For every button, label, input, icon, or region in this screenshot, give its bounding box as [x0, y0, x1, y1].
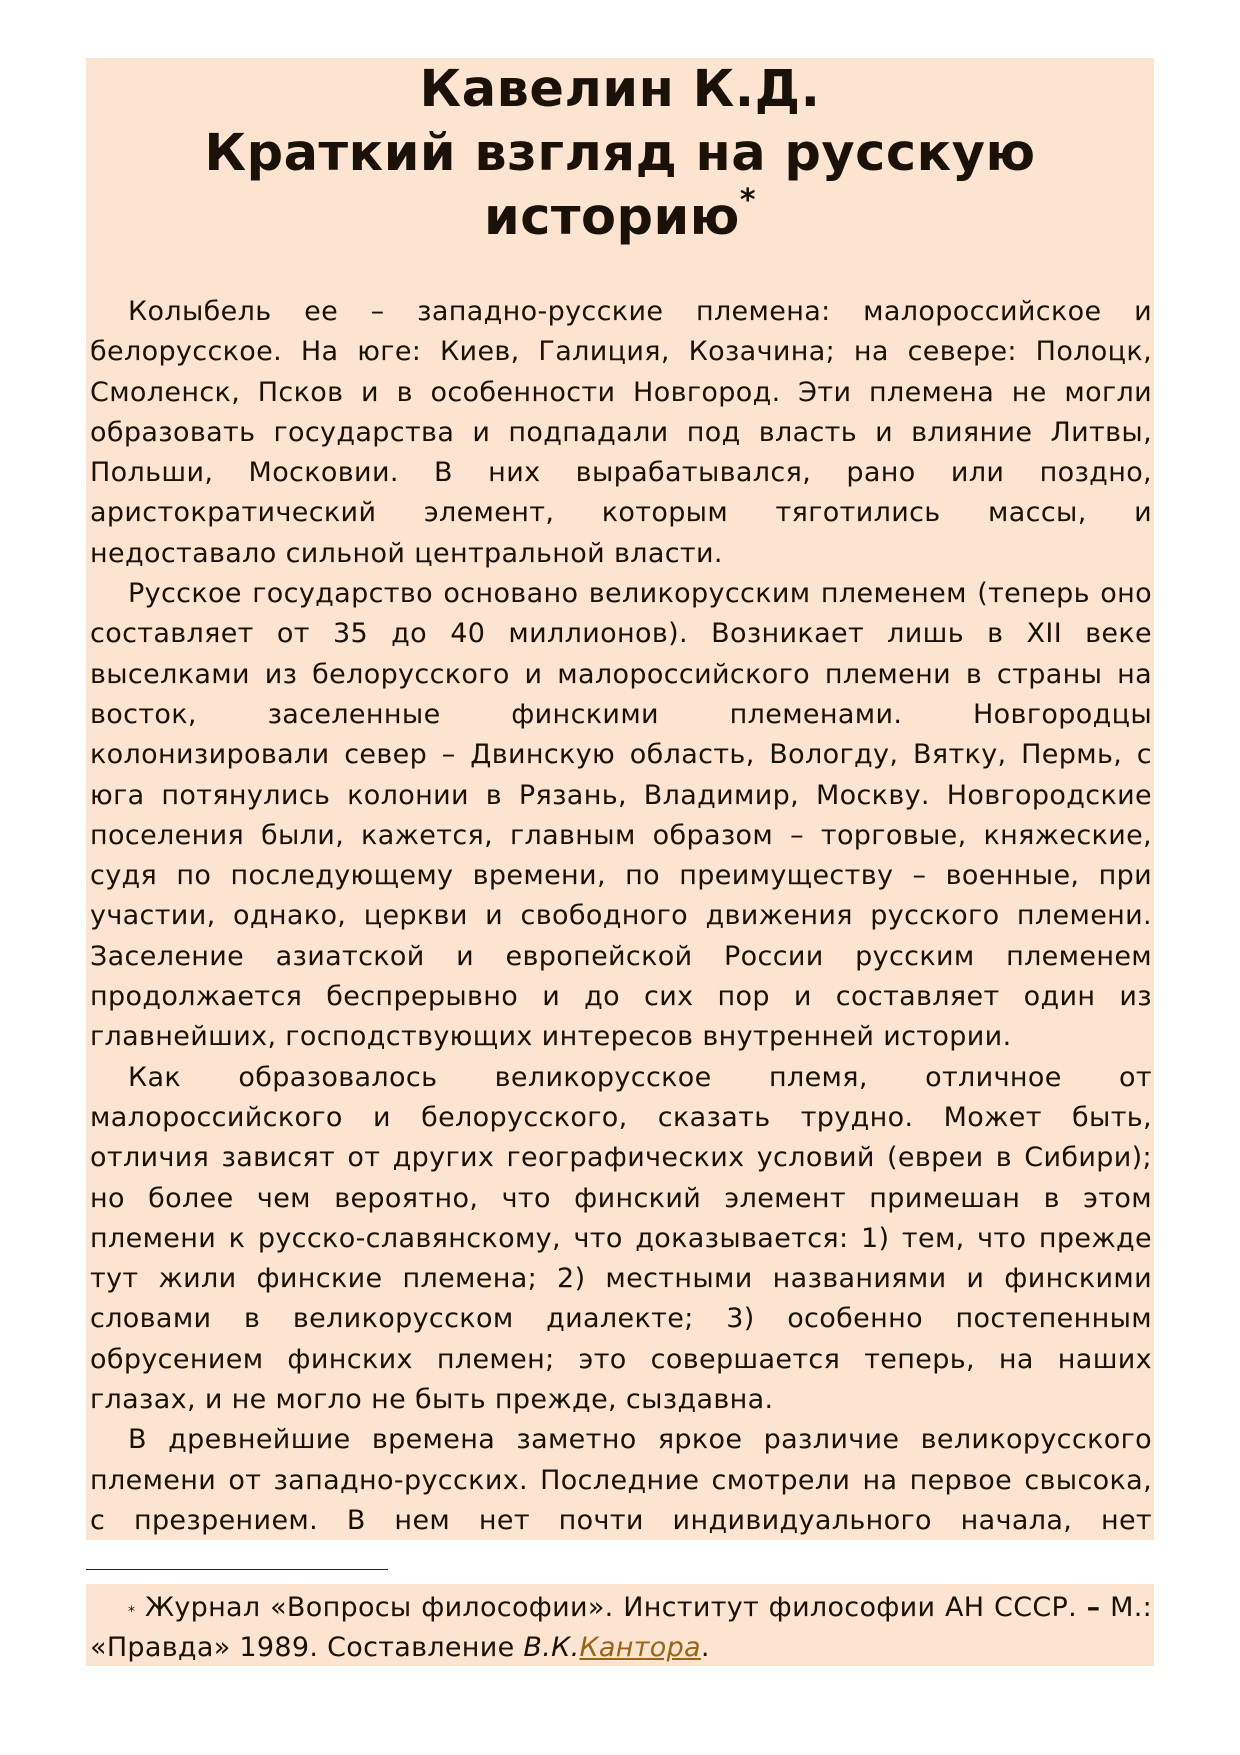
footnote-period: .: [700, 1632, 710, 1663]
paragraph-4: В древнейшие времена заметно яркое различие великорусского племени от западно-русских. Последние смотрели на первое свысока, с презрением. В нем нет почти индивидуального начала, нет: [90, 1424, 1152, 1536]
body-text: [90, 292, 1152, 1541]
footnote-text: [90, 1588, 1152, 1668]
footnote-divider: [86, 1569, 388, 1570]
paragraph-2: Русское государство основано великорусским племенем (теперь оно составляет от 35 до 40 миллионов). Возникает лишь в XII веке выселками из белорусского и малороссийского племени в страны на восток, заселенные финскими племенами. Новгородцы колонизировали север – Двинскую область, Вологду, Вятку, Пермь, с юга потянулись колонии в Рязань, Владимир, Москву. Новгородские поселения были, кажется, главным образом – торговые, княжеские, судя по последующему времени, по преимуществу – военные, при участии, однако, церкви и свободного движения русского племени. Заселение азиатской и европейской России русским племенем продолжается беспрерывно и до сих пор и составляет один из главнейших, господствующих интересов внутренней истории.: [90, 578, 1152, 1053]
paragraph-3: Как образовалось великорусское племя, отличное от малороссийского и белорусского, сказать трудно. Может быть, отличия зависят от других географических условий (евреи в Сибири); но более чем вероятно, что финский элемент примешан в этом племени к русско-славянскому, что доказывается: 1) тем, что прежде тут жили финские племена; 2) местными названиями и финскими словами в великорусском диалекте; 3) особенно постепенным обрусением финских племен; это совершается теперь, на наших глазах, и не могло не быть прежде, сыздавна.: [90, 1061, 1152, 1416]
title-line-3: [86, 183, 1154, 250]
title-line-3-text: историю: [483, 188, 740, 247]
footnote-block: [86, 1584, 1154, 1666]
footnote-initials: В.К.: [523, 1632, 580, 1663]
title-block: [86, 58, 1154, 248]
title-author: Кавелин К.Д.: [419, 60, 821, 119]
footnote-author-link[interactable]: Кантора: [579, 1632, 701, 1663]
footnote-dash: –: [1086, 1592, 1101, 1623]
footnote-source: Журнал «Вопросы философии». Институт философии АН СССР.: [144, 1592, 1077, 1623]
footnote-mark: *: [128, 1604, 136, 1620]
footnote-publisher: М.: «Правда» 1989. Составление: [90, 1592, 1152, 1663]
title-line-2: Краткий взгляд на русскую: [204, 124, 1036, 183]
paragraph-1: Колыбель ее – западно-русские племена: малороссийское и белорусское. На юге: Киев, Галиция, Козачина; на севере: Полоцк, Смоленск, Псков и в особенности Новгород. Эти племена не могли образовать государства и подпадали под власть и влияние Литвы, Польши, Московии. В них вырабатывался, рано или поздно, аристократический элемент, которым тяготились массы, и недоставало сильной центральной власти.: [90, 296, 1152, 569]
title-footnote-mark[interactable]: *: [739, 183, 757, 218]
body-block: [86, 248, 1154, 1540]
